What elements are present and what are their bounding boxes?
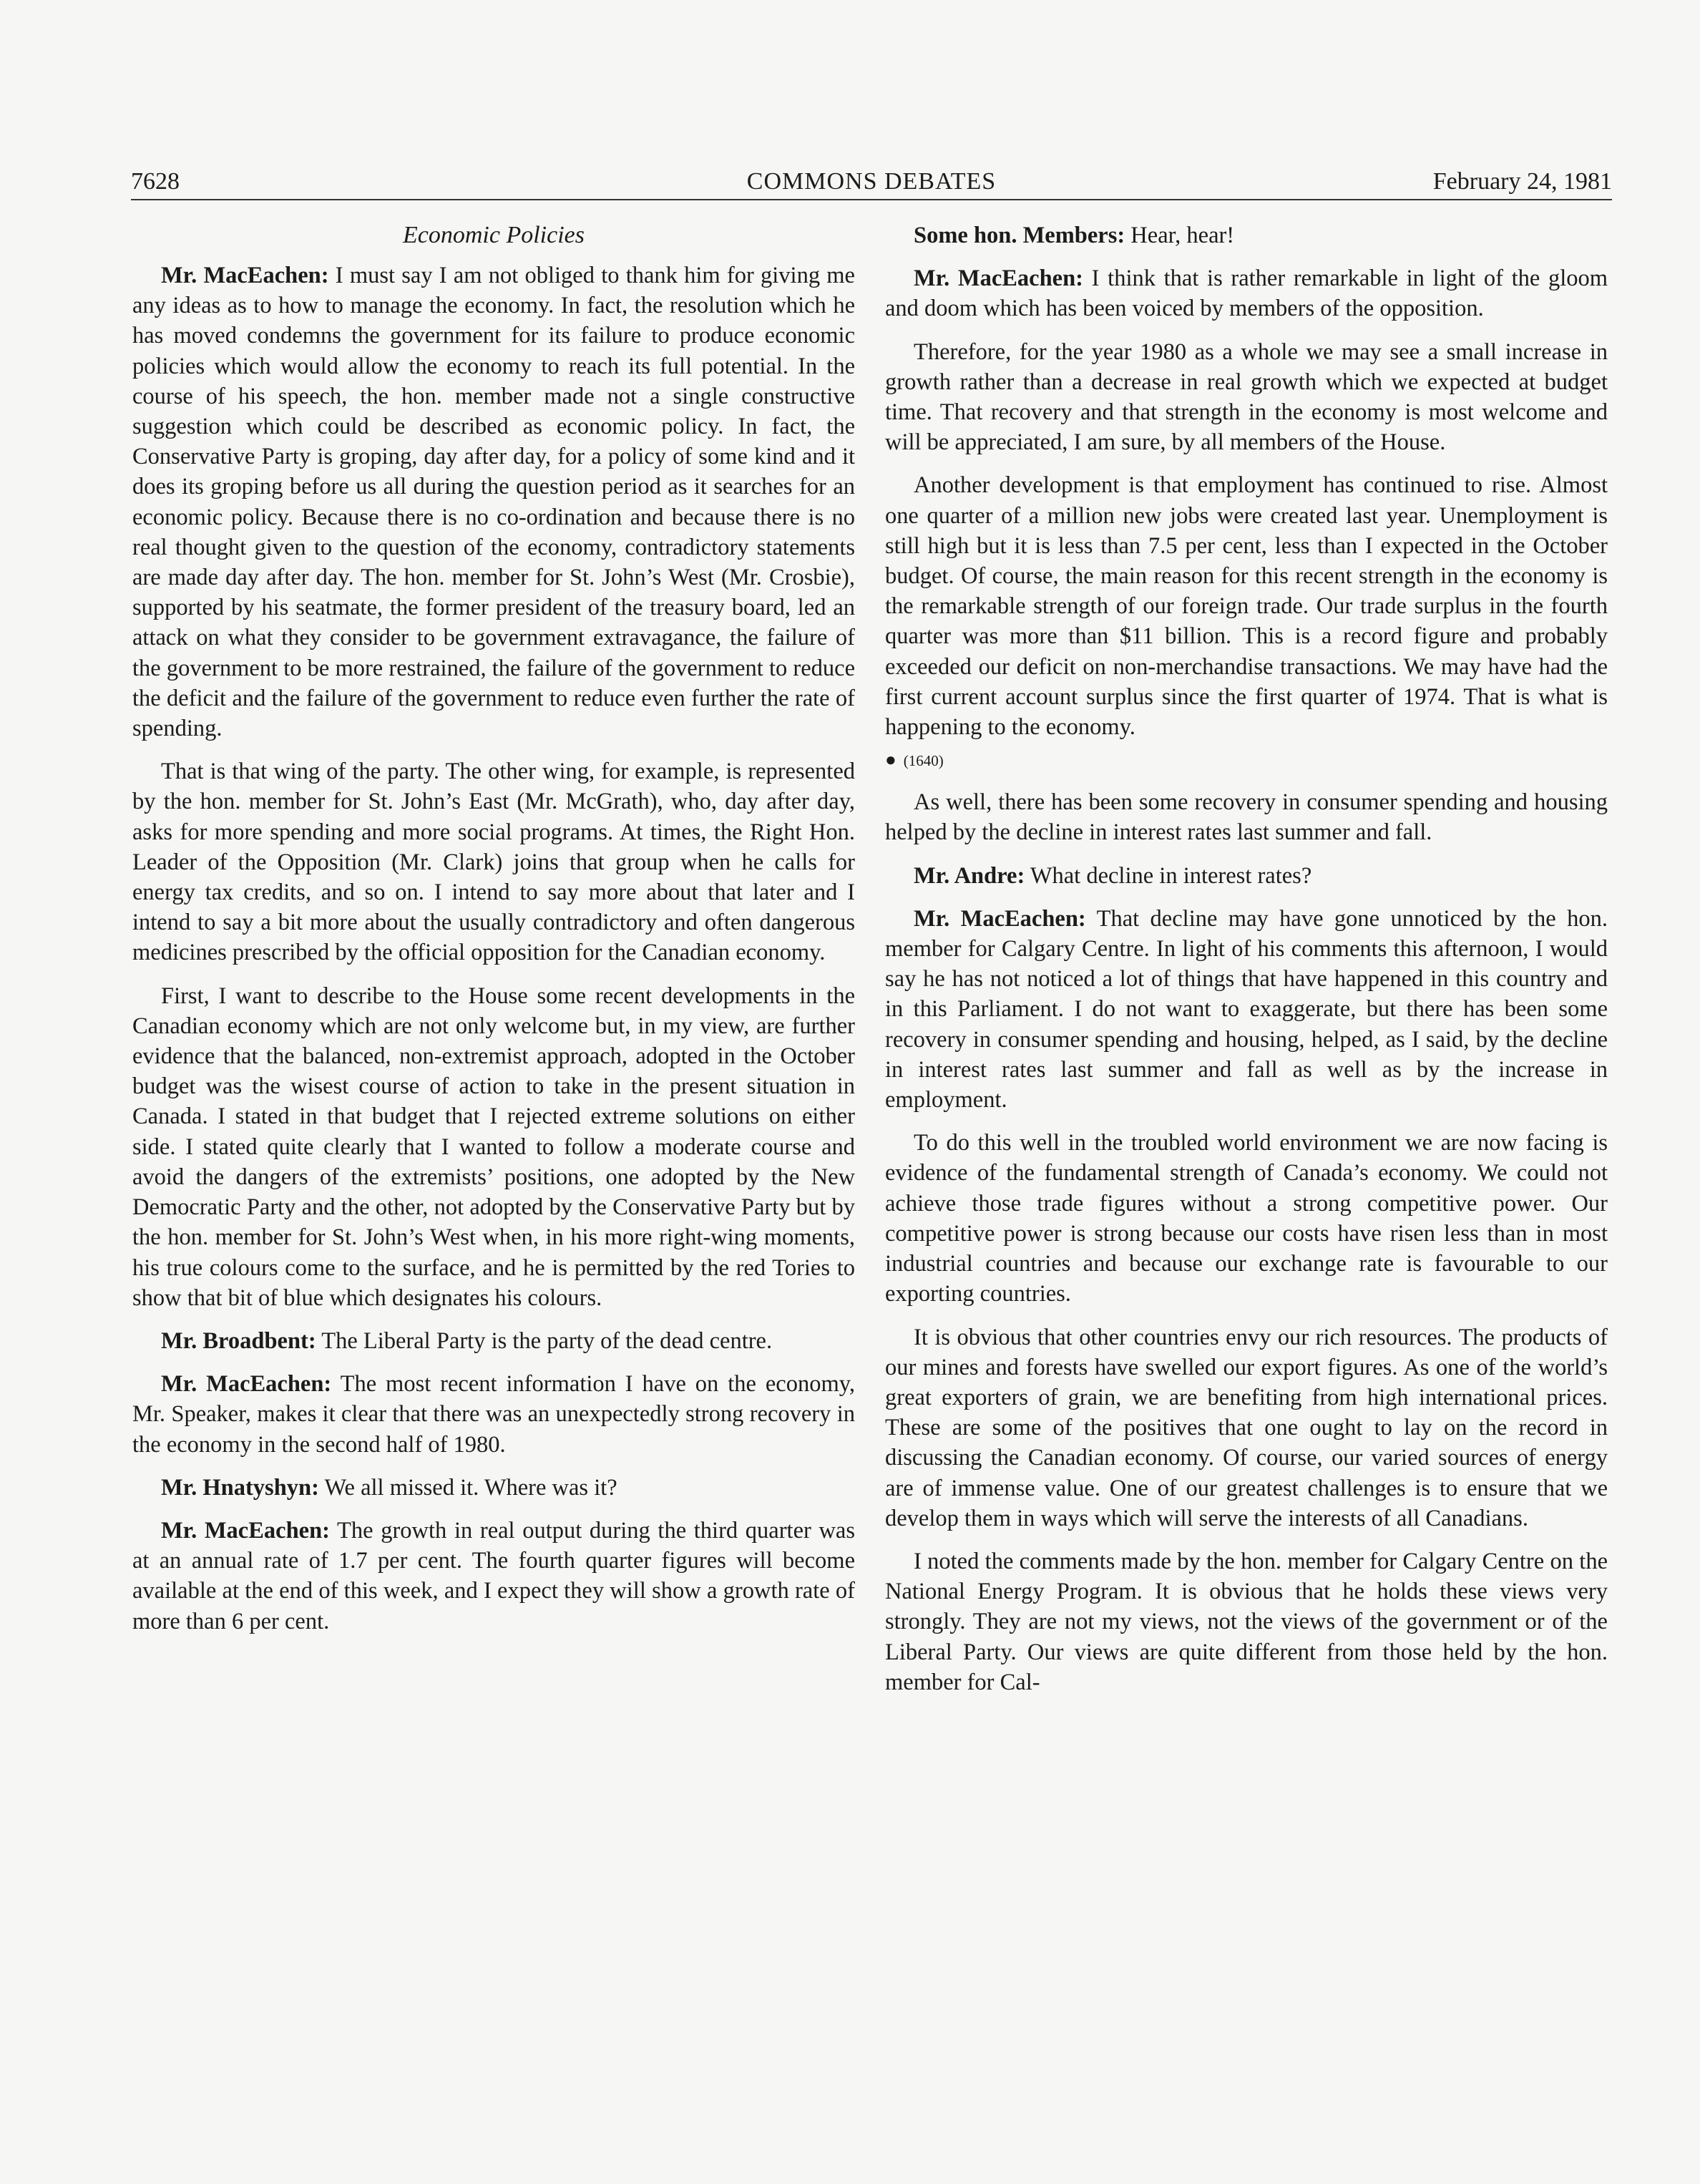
paragraph-text: Hear, hear! [1125, 223, 1235, 248]
paragraph [132, 981, 855, 1313]
paragraph-text: That decline may have gone unnoticed by the hon. member for Calgary Centre. In light of his comments this afternoon, I would say he has not noticed a lot of things that have happened in this country and in this Parliament. I do not want to exaggerate, but there has been some recovery in consumer spending and housing, helped, as I said, by the decline in interest rates last summer and fall as well as by the increase in employment. [885, 905, 1608, 1113]
left-paragraphs [132, 260, 855, 1637]
paragraph [885, 787, 1608, 847]
paragraph [885, 470, 1608, 742]
right-paragraphs-after-marker [885, 787, 1608, 1697]
time-marker-text: (1640) [903, 752, 944, 770]
paragraph [132, 1516, 855, 1637]
speaker-name: Mr. MacEachen: [161, 1517, 330, 1544]
paragraph-text: The growth in real output during the third quarter was at an annual rate of 1.7 per cent. The fourth quarter figures will become available at the end of this week, and I expect they will show a growth rate of more than 6 per cent. [132, 1517, 856, 1634]
speaker-name: Mr. Andre: [914, 862, 1025, 889]
left-column [132, 220, 855, 1637]
paragraph [132, 1326, 855, 1356]
paragraph-text: Another development is that employment has continued to rise. Almost one quarter of a million new jobs were created last year. Unemployment is still high but it is less than 7.5 per cent, less than I expected in the October budget. Of course, the main reason for this recent strength in the economy is the remarkable strength of our foreign trade. Our trade surplus in the fourth quarter was more than $11 billion. This is a record figure and probably exceeded our deficit on non-merchandise transactions. We may have had the first current account surplus since the first quarter of 1974. That is what is happening to the economy. [885, 472, 1608, 741]
paragraph [885, 1546, 1608, 1697]
speaker-name: Mr. Hnatyshyn: [161, 1474, 319, 1501]
page-date: February 24, 1981 [1432, 168, 1612, 195]
speaker-name: Mr. MacEachen: [161, 1371, 332, 1398]
paragraph-text: Therefore, for the year 1980 as a whole we may see a small increase in growth rather than a decrease in real growth which we expected at budget time. That recovery and that strength in the economy is most welcome and will be appreciated, I am sure, by all members of the House. [885, 338, 1608, 456]
section-title: Economic Policies [403, 222, 585, 248]
paragraph-text: First, I want to describe to the House some recent developments in the Canadian economy which are not only welcome but, in my view, are further evidence that the balanced, non-extremist approach, adopted in the October budget was the wisest course of action to take in the present situation in Canada. I stated in that budget that I rejected extreme solutions on either side. I stated quite clearly that I wanted to follow a moderate course and avoid the dangers of the extremists’ positions, one adopted by the New Democratic Party and the other, not adopted by the Conservative Party but by the hon. member for St. John’s West when, in his more right-wing moments, his true colours come to the surface, and he is permitted by the red Tories to show that bit of blue which designates his colours. [132, 983, 855, 1311]
paragraph [132, 1473, 855, 1503]
paragraph-text: It is obvious that other countries envy our rich resources. The products of our mines and forests have swelled our export figures. As one of the world’s great exporters of grain, we are benefiting from high international prices. These are some of the positives that one ought to lay on the record in discussing the Canadian economy. Of course, our varied sources of energy are of immense value. One of our greatest challenges is to ensure that we develop them in ways which will serve the interests of all Canadians. [885, 1324, 1608, 1531]
page-number: 7628 [131, 168, 180, 195]
speaker-name: Mr. MacEachen: [914, 265, 1084, 292]
speaker-name: Mr. MacEachen: [161, 263, 329, 288]
publication-title: COMMONS DEBATES [746, 168, 997, 195]
right-paragraphs-before-marker [885, 220, 1608, 742]
speaker-name: Mr. Broadbent: [161, 1327, 316, 1354]
speaker-name: Mr. MacEachen: [914, 905, 1086, 932]
paragraph [885, 861, 1608, 891]
speaker-name: Some hon. Members: [914, 223, 1125, 248]
paragraph-text: What decline in interest rates? [1025, 862, 1312, 889]
paragraph [885, 1128, 1608, 1309]
paragraph-text: That is that wing of the party. The other wing, for example, is represented by the hon. member for St. John’s East (Mr. McGrath), who, day after day, asks for more spending and more social programs. At times, the Right Hon. Leader of the Opposition (Mr. Clark) joins that group when he calls for energy tax credits, and so on. I intend to say more about that later and I intend to say a bit more about the usually contradictory and often dangerous medicines prescribed by the official opposition for the Canadian economy. [132, 759, 855, 966]
paragraph-text: I must say I am not obliged to thank him for giving me any ideas as to how to manage the economy. In fact, the resolution which he has moved condemns the government for its failure to produce economic policies which would allow the economy to reach its full potential. In the course of his speech, the hon. member made not a single constructive suggestion which could be described as economic policy. In fact, the Conservative Party is groping, day after day, for a policy of some kind and it does its groping before us all during the question period as it searches for an economic policy. Because there is no co-ordination and because there is no real thought given to the question of the economy, contradictory statements are made day after day. The hon. member for St. John’s West (Mr. Crosbie), supported by his seatmate, the former president of the treasury board, led an attack on what they consider to be government extravagance, the failure of the government to be more restrained, the failure of the government to reduce the deficit and the failure of the government to reduce even further the rate of spending. [132, 263, 855, 742]
paragraph [132, 756, 855, 967]
paragraph-text: I noted the comments made by the hon. member for Calgary Centre on the National Energy Program. It is obvious that he holds these views very strongly. They are not my views, not the views of the government or of the Liberal Party. Our views are quite different from those held by the hon. member for Cal- [885, 1548, 1608, 1695]
paragraph [132, 260, 855, 744]
paragraph-text: The Liberal Party is the party of the dead centre. [316, 1327, 773, 1354]
paragraph-text: We all missed it. Where was it? [318, 1474, 617, 1501]
time-marker [885, 749, 1608, 771]
paragraph [885, 1322, 1608, 1534]
right-column [885, 220, 1608, 1697]
bullet-icon: ● [885, 749, 897, 771]
paragraph-text: To do this well in the troubled world environment we are now facing is evidence of the fundamental strength of Canada’s economy. We could not achieve those trade figures without a strong competitive power. Our competitive power is strong because our costs have risen less than in most industrial countries and because our exchange rate is favourable to our exporting countries. [885, 1130, 1608, 1307]
paragraph-text: I think that is rather remarkable in light of the gloom and doom which has been voiced by members of the opposition. [885, 265, 1608, 322]
paragraph-text: The most recent information I have on the economy, Mr. Speaker, makes it clear that there was an unexpectedly strong recovery in the economy in the second half of 1980. [132, 1371, 855, 1458]
paragraph [885, 904, 1608, 1115]
page-header [131, 165, 1612, 200]
paragraph [885, 263, 1608, 323]
paragraph [885, 337, 1608, 458]
paragraph [132, 1369, 855, 1460]
paragraph-text: As well, there has been some recovery in consumer spending and housing helped by the decline in interest rates last summer and fall. [885, 789, 1608, 846]
paragraph [885, 220, 1608, 250]
